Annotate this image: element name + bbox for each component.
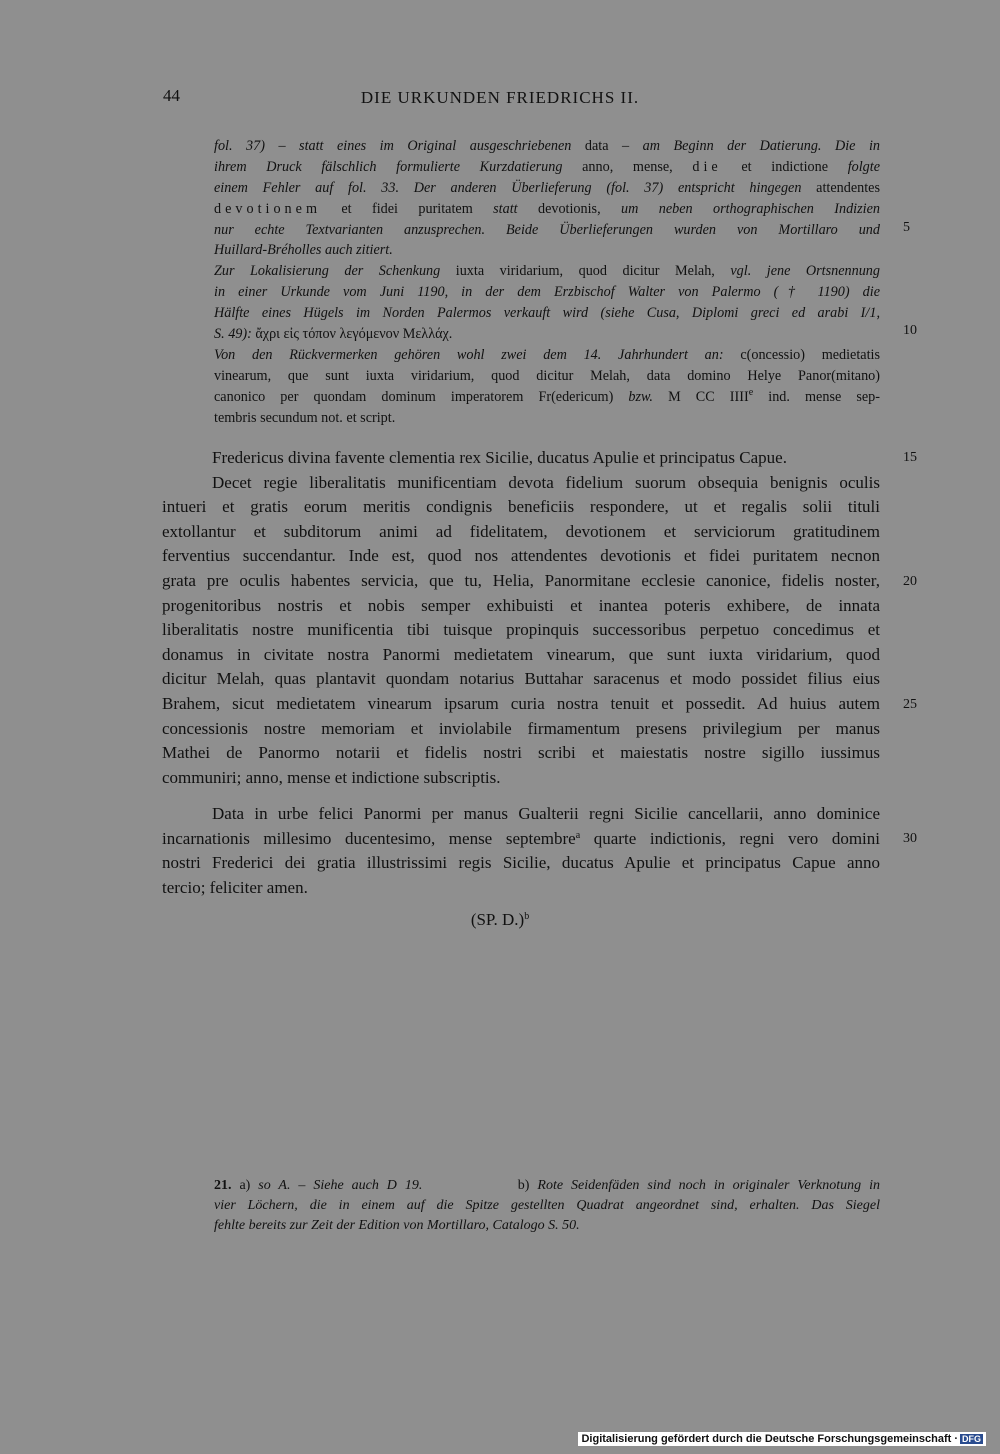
- text-line: communiri; anno, mense et indictione subscriptis.: [162, 767, 501, 787]
- text-line: concessionis nostre memoriam et inviolabile firmamentum presens privilegium per manus: [162, 718, 880, 738]
- note-line: S. 49): ἄχρι εἰς τόπον λεγόμενον Μελλάχ.: [214, 326, 453, 343]
- footnote-marker: b: [524, 911, 530, 922]
- note-line: fol. 37) – statt eines im Original ausgeschriebenen data – am Beginn der Datierung. Die in: [214, 138, 880, 154]
- text-line: tercio; feliciter amen.: [162, 877, 308, 897]
- line-number: 20: [903, 574, 917, 589]
- running-title: DIE URKUNDEN FRIEDRICHS II.: [360, 88, 640, 107]
- note-line: Zur Lokalisierung der Schenkung iuxta viridarium, quod dicitur Melah, vgl. jene Ortsnennung: [214, 263, 880, 280]
- line-number: 25: [903, 697, 917, 712]
- text-line: Decet regie liberalitatis munificentiam devota fidelium suorum obsequia benignis oculis: [212, 472, 880, 492]
- text-line: liberalitatis nostre munificentia tibi tuisque propinquis successoribus perpetuo concedimus et: [162, 620, 880, 640]
- apparatus-notes: [214, 136, 880, 428]
- line-number: 30: [903, 831, 917, 846]
- seal-notation: (SP. D.)$^b$: [470, 910, 530, 929]
- note-line: Huillard-Bréholles auch zitiert.: [214, 242, 393, 259]
- text-line: grata pre oculis habentes servicia, que tu, Helia, Panormitane ecclesie canonice, fidelis noster,: [162, 570, 880, 590]
- charter-text: [162, 446, 880, 790]
- text-line: Mathei de Panormo notarii et fidelis nostri scribi et maiestatis nostre sigillo iussimus: [162, 743, 880, 763]
- note-line: in einer Urkunde vom Juni 1190, in der dem Erzbischof Walter von Palermo († 1190) die: [214, 284, 880, 301]
- note-line: Hälfte eines Hügels im Norden Palermos verkauft wird (siehe Cusa, Diplomi greci ed arabi I/1,: [214, 305, 880, 322]
- text-line: ferventius succendantur. Inde est, quod nos attendentes devotionis et fidei puritatem necnon: [162, 546, 880, 566]
- footnote-line: fehlte bereits zur Zeit der Edition von Mortillaro, Catalogo S. 50.: [214, 1218, 580, 1233]
- footnote-marker: a: [575, 829, 581, 841]
- line-number: 5: [903, 220, 910, 235]
- text-line: dicitur Melah, quas plantavit quondam notarius Buttahar saracenus et modo possidet filius eius: [162, 669, 880, 689]
- footnotes: [214, 1176, 880, 1236]
- footnote-line: 21. a) so A. – Siehe auch D 19. b) Rote Seidenfäden sind noch in originaler Verknotung in: [214, 1178, 880, 1193]
- line-number: 10: [903, 323, 917, 338]
- text-line: progenitoribus nostris et nobis semper exhibuisti et inantea poteris exhibere, de innata: [162, 595, 880, 615]
- text-line: donamus in civitate nostra Panormi medietatem vinearum, que sunt iuxta viridarium, quod: [162, 644, 880, 664]
- note-line: ihrem Druck fälschlich formulierte Kurzdatierung anno, mense, die et indictione folgte: [214, 158, 880, 175]
- note-line: Von den Rückvermerken gehören wohl zwei dem 14. Jahrhundert an: c(oncessio) medietatis: [214, 346, 880, 363]
- dating-clause: [162, 802, 880, 900]
- text-line: intueri et gratis eorum meritis condignis beneficiis respondere, ut et regalis solii tituli: [162, 497, 880, 517]
- text-line: Data in urbe felici Panormi per manus Gualterii regni Sicilie cancellarii, anno dominice: [212, 804, 880, 823]
- note-line: canonico per quondam dominum imperatorem Fr(edericum) bzw. M CC IIIIe ind. mense sep-: [214, 386, 880, 405]
- note-line: vinearum, que sunt iuxta viridarium, quod dicitur Melah, data domino Helye Panor(mitano): [214, 367, 880, 384]
- note-line: tembris secundum not. et script.: [214, 409, 396, 426]
- text-line: Fredericus divina favente clementia rex Sicilie, ducatus Apulie et principatus Capue.: [212, 448, 787, 467]
- note-line: nur echte Textvarianten anzusprechen. Beide Überlieferungen wurden von Mortillaro und: [214, 221, 880, 238]
- note-line: devotionem et fidei puritatem statt devotionis, um neben orthographischen Indizien: [214, 200, 880, 217]
- text-line: nostri Frederici dei gratia illustrissimi regis Sicilie, ducatus Apulie et principatus Capue anno: [162, 853, 880, 873]
- text-line: extollantur et subditorum animi ad fidelitatem, devotionem et serviciorum gratitudinem: [162, 521, 880, 541]
- line-number: 15: [903, 450, 917, 465]
- footnote-line: vier Löchern, die in einem auf die Spitze gestellten Quadrat angeordnet sind, erhalten. Das Siegel: [214, 1198, 880, 1213]
- page-number: 44: [163, 86, 180, 105]
- text-line: incarnationis millesimo ducentesimo, mense septembre$^a$ quarte indictionis, regni vero domini: [162, 828, 880, 848]
- note-line: einem Fehler auf fol. 33. Der anderen Überlieferung (fol. 37) entspricht hingegen attendentes: [214, 179, 880, 196]
- digitization-credit: Digitalisierung gefördert durch die Deutsche Forschungsgemeinschaft · DFG: [578, 1432, 986, 1446]
- dfg-logo: DFG: [962, 1434, 981, 1444]
- text-line: Brahem, sicut medietatem vinearum ipsarum curia nostra tenuit et possedit. Ad huius autem: [162, 693, 880, 713]
